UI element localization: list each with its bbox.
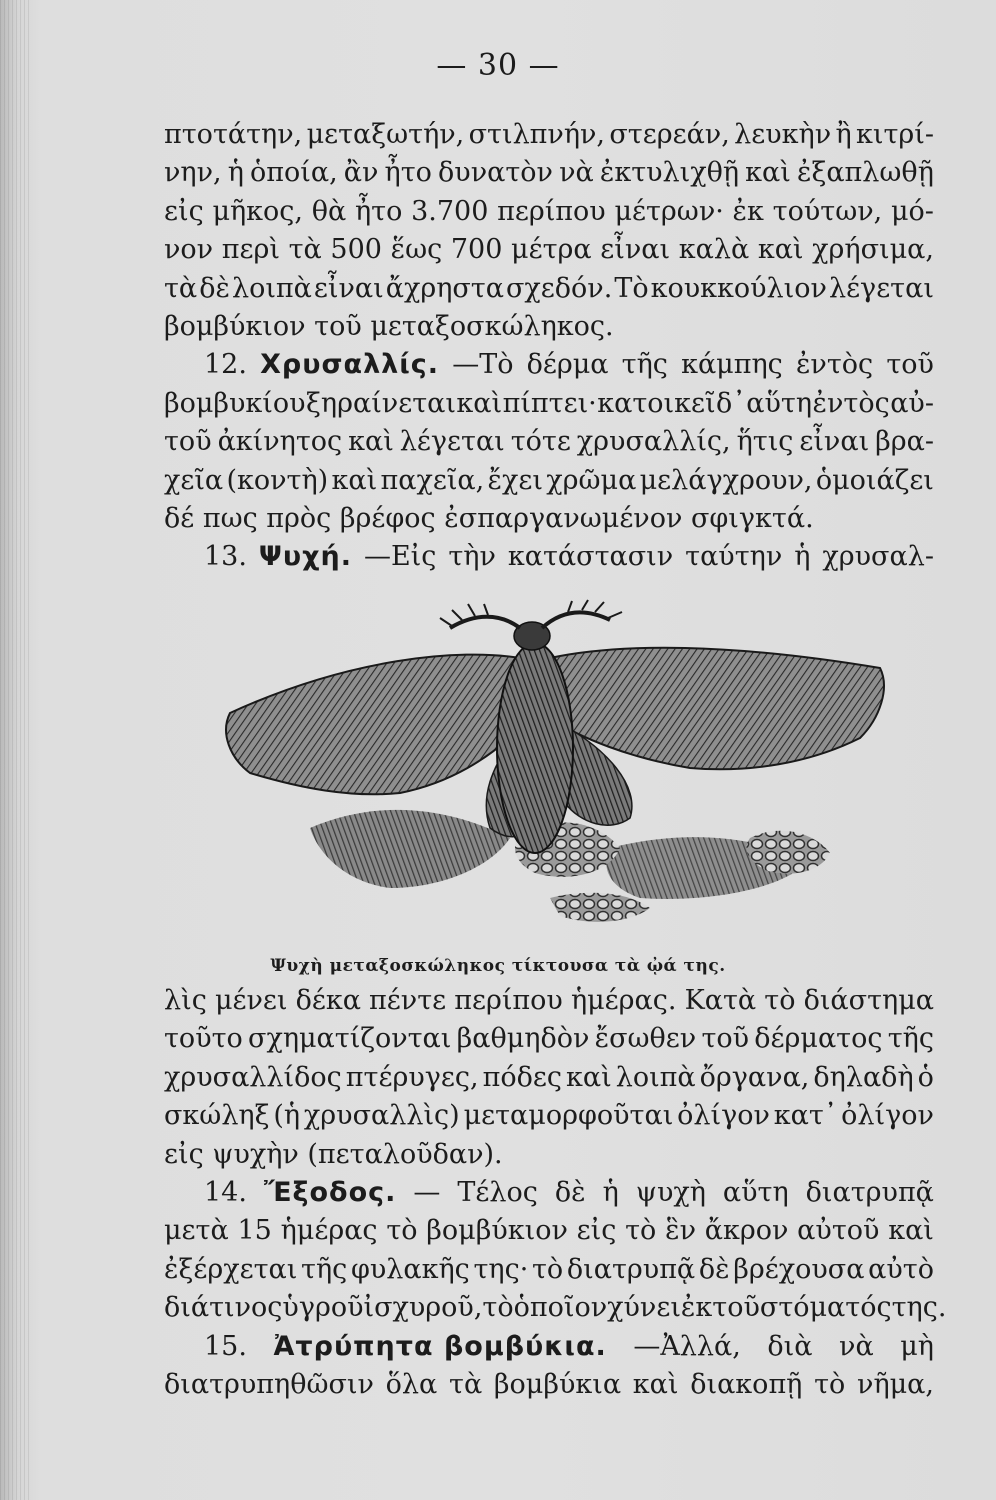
section-14-text: ψυχὴ	[635, 1176, 706, 1208]
word: αὕτη	[746, 387, 813, 419]
word: της.	[891, 1292, 947, 1324]
word: μέτρα	[511, 234, 592, 266]
word: Τὸ	[614, 272, 649, 304]
word: νὰ	[559, 157, 594, 189]
text-line	[164, 1212, 934, 1250]
word: κατ᾽	[773, 1100, 838, 1132]
word: της·	[473, 1253, 529, 1285]
word: κιτρί-	[856, 119, 934, 150]
word: ὑγροῦ	[282, 1292, 364, 1324]
word: εἶναι	[313, 272, 384, 304]
word: στόματός	[759, 1292, 892, 1324]
word: καὶ	[331, 464, 378, 496]
silk-moth-illustration	[190, 598, 910, 948]
text-line	[164, 231, 934, 269]
section-15-heading: Ἀτρύπητα βομβύκια.	[273, 1330, 607, 1362]
word: σχηματίζονται	[248, 1023, 452, 1055]
word: κατοικεῖ	[597, 387, 716, 419]
word: ξηραίνεται	[306, 387, 456, 419]
word: δέκα	[295, 985, 361, 1016]
word: καὶ	[348, 426, 394, 458]
word: χρυσαλλὶς)	[303, 1100, 460, 1132]
section-15-text: νὰ	[839, 1330, 874, 1362]
word: τὰ	[288, 234, 322, 266]
section-14-paragraph	[164, 1212, 947, 1327]
section-13-heading-line	[164, 538, 934, 576]
word: τοῦ	[701, 1023, 750, 1055]
text-line	[164, 1136, 934, 1174]
word: λοιπὰ	[231, 272, 312, 304]
word: αὐτοῦ	[797, 1215, 880, 1247]
word: ὁποία,	[250, 157, 338, 189]
section-14-text: διατρυπᾷ	[805, 1176, 934, 1208]
word: πίπτει·	[502, 387, 597, 419]
word: ἐκτυλιχθῇ	[599, 157, 740, 189]
word: ἄχρηστα	[385, 272, 504, 304]
text-line	[164, 982, 934, 1020]
word: χύνει	[607, 1292, 681, 1324]
section-12-text: τοῦ	[886, 349, 934, 381]
page-edge	[0, 0, 30, 1500]
word: τοῦ	[164, 426, 212, 458]
word: βομβυκίου	[164, 387, 306, 419]
text-line	[164, 308, 934, 346]
section-14-heading-line	[164, 1174, 934, 1212]
word: τῆς	[301, 1253, 348, 1285]
word: ἔχει	[487, 464, 543, 496]
word: βρέχουσα	[733, 1253, 865, 1285]
text-line	[164, 270, 934, 308]
word: περὶ	[221, 234, 280, 266]
word: νον	[164, 234, 214, 266]
word: δυνατὸν	[438, 157, 553, 189]
word: στερεάν,	[609, 119, 730, 150]
word: τοῦ	[712, 1292, 760, 1324]
word: βομβύκιον τοῦ μεταξοσκώληκος.	[164, 310, 614, 342]
word: παχεῖα,	[380, 464, 485, 496]
word: στιλπνήν,	[468, 119, 606, 150]
word: λέγεται	[828, 272, 934, 304]
section-14-heading: Ἔξοδος.	[263, 1176, 397, 1208]
word: διακοπῇ	[690, 1368, 803, 1400]
word: 500	[330, 234, 382, 266]
word: ὀλίγον	[677, 1100, 770, 1132]
section-14-text: δὲ	[554, 1176, 586, 1208]
word: καὶ	[456, 387, 503, 419]
word: 700	[450, 234, 503, 266]
section-13-text: τὴν	[448, 541, 496, 573]
word: νῆμα,	[857, 1368, 934, 1400]
text-line	[164, 1251, 934, 1289]
word: βρα-	[875, 426, 934, 458]
word: φυλακῆς	[350, 1253, 470, 1285]
word: λοιπὰ	[615, 1061, 696, 1093]
word: διά	[164, 1292, 210, 1324]
word: καλὰ	[678, 234, 750, 266]
word: χεῖα	[164, 464, 224, 496]
word: μεταμορφοῦται	[463, 1100, 674, 1132]
text-line	[164, 1020, 934, 1058]
text-line	[164, 1289, 947, 1327]
word: ἕως	[390, 234, 443, 266]
word: θὰ	[311, 195, 347, 227]
section-13-number: 13.	[204, 541, 247, 573]
section-14-number: 14.	[204, 1176, 247, 1208]
word: ἦτο	[384, 157, 432, 189]
bottom-paragraph	[164, 982, 934, 1174]
word: ἄκρον	[704, 1215, 789, 1247]
figure-caption: Ψυχὴ μεταξοσκώληκος τίκτουσα τὰ ᾠά της.	[270, 956, 726, 976]
word: τῆς	[887, 1023, 934, 1055]
word: μένει	[214, 985, 288, 1016]
word: δέρματος	[754, 1023, 883, 1055]
word: ὅλα	[385, 1368, 438, 1400]
section-12-text: κάμπης	[681, 349, 783, 381]
word: μεταξωτήν,	[306, 119, 465, 150]
section-13-heading: Ψυχή.	[258, 541, 352, 573]
word: δέ πως πρὸς βρέφος ἐσπαργανωμένον σφιγκτά.	[164, 502, 814, 534]
word: καὶ	[565, 1061, 612, 1093]
section-12-heading-line	[164, 346, 934, 384]
word: δὲ	[698, 1253, 730, 1285]
word: περίπου	[454, 985, 563, 1016]
word: τὸ	[386, 1215, 418, 1247]
section-12-text: ἐντὸς	[795, 349, 874, 381]
word: ἐξαπλωθῇ	[796, 157, 934, 189]
section-12-text: —Τὸ	[452, 349, 514, 381]
word: διατρυπᾷ	[566, 1253, 696, 1285]
word: ἡ	[227, 157, 244, 189]
word: σχεδόν.	[506, 272, 613, 304]
word: δὲ	[199, 272, 230, 304]
section-15-number: 15.	[204, 1330, 247, 1362]
word: καὶ	[745, 157, 791, 189]
word: τὸ	[814, 1368, 846, 1400]
section-14-text: —	[413, 1176, 441, 1208]
word: ἐξέρχεται	[164, 1253, 298, 1285]
word: ἂν	[343, 157, 379, 189]
word: κουκκούλιον	[650, 272, 827, 304]
section-13-text: κατάστασιν	[507, 541, 674, 573]
section-14-text: ἡ	[602, 1176, 619, 1208]
word: δηλαδὴ	[813, 1061, 914, 1093]
word: τὰ	[449, 1368, 483, 1400]
word: (ἡ	[273, 1100, 301, 1132]
word: μετὰ	[164, 1215, 229, 1247]
word: ὄργανα,	[699, 1061, 810, 1093]
section-14-text: Τέλος	[457, 1176, 538, 1208]
word: διάστημα	[803, 985, 934, 1016]
word: περίπου	[497, 195, 606, 227]
section-13-text: χρυσαλ-	[822, 541, 934, 573]
word: εἰς ψυχὴν (πεταλοῦδαν).	[164, 1138, 503, 1170]
word: λέγεται	[399, 426, 505, 458]
word: ἔσωθεν	[594, 1023, 697, 1055]
word: σκώληξ	[164, 1100, 270, 1132]
word: ἀκίνητος	[217, 426, 343, 458]
word: καὶ	[757, 234, 804, 266]
word: τότε	[510, 426, 571, 458]
word: μέτρων·	[614, 195, 724, 227]
section-15-text: —Ἀλλά,	[633, 1330, 741, 1362]
word: ἰσχυροῦ,	[363, 1292, 483, 1324]
text-line	[164, 116, 934, 154]
text-line	[164, 423, 934, 461]
word: χρῶμα	[546, 464, 637, 496]
word: μῆκος,	[212, 195, 303, 227]
word: πτοτάτην,	[164, 119, 303, 150]
text-line	[164, 1097, 934, 1135]
word: μελάγχρουν,	[639, 464, 813, 496]
word: τινος	[209, 1292, 283, 1324]
section-15-text: διὰ	[767, 1330, 813, 1362]
word: λὶς	[164, 985, 207, 1016]
text-line	[164, 193, 934, 231]
word: ἐκ	[680, 1292, 713, 1324]
section-15-text: μὴ	[900, 1330, 934, 1362]
text-line	[164, 462, 934, 500]
page-number: — 30 —	[436, 48, 560, 83]
word: ὁποῖον	[513, 1292, 608, 1324]
top-paragraph	[164, 116, 934, 346]
word: λευκὴν	[734, 119, 832, 150]
word: βομβύκια	[493, 1368, 622, 1400]
word: τοῦτο	[164, 1023, 243, 1055]
word: καὶ	[632, 1368, 679, 1400]
word: καὶ	[888, 1215, 934, 1247]
text-block-bottom	[164, 982, 947, 1404]
word: τὸ	[764, 985, 796, 1016]
word: χρυσαλλίς,	[576, 426, 731, 458]
text-line	[164, 154, 934, 192]
word: χρυσαλλίδος	[164, 1061, 342, 1093]
word: τὸ	[625, 1215, 657, 1247]
section-13-text: ταύτην	[685, 541, 783, 573]
section-13-text: ἡ	[794, 541, 811, 573]
word: τούτων,	[772, 195, 883, 227]
word: αὐ-	[890, 387, 934, 419]
section-12-heading: Χρυσαλλίς.	[260, 349, 440, 381]
word: ἓν	[665, 1215, 696, 1247]
section-13-text: —Εἰς	[363, 541, 437, 573]
section-12-text: δέρμα	[526, 349, 609, 381]
word: χρήσιμα,	[812, 234, 934, 266]
word: πέντε	[369, 985, 447, 1016]
word: τὸ	[482, 1292, 514, 1324]
text-line	[164, 1366, 934, 1404]
word: ἐντὸς	[812, 387, 890, 419]
word: βαθμηδὸν	[456, 1023, 590, 1055]
word: εἰς	[576, 1215, 617, 1247]
section-12-number: 12.	[204, 349, 247, 381]
word: εἰς	[164, 195, 204, 227]
word: μό-	[890, 195, 934, 227]
word: 3.700	[411, 195, 489, 227]
word: εἶναι	[799, 426, 870, 458]
word: αὐτὸ	[868, 1253, 934, 1285]
word: ὁ	[917, 1061, 934, 1093]
section-15-heading-line	[164, 1328, 934, 1366]
word: (κοντὴ)	[226, 464, 329, 496]
word: τὸ	[532, 1253, 564, 1285]
text-block-top	[164, 116, 934, 577]
section-14-text: αὕτη	[722, 1176, 789, 1208]
section-12-paragraph	[164, 385, 934, 539]
word: νην,	[164, 157, 222, 189]
section-15-paragraph	[164, 1366, 934, 1404]
word: ἡμέρας	[280, 1215, 378, 1247]
word: εἶναι	[600, 234, 671, 266]
word: ὀλίγον	[841, 1100, 934, 1132]
word: ἡμέρας.	[570, 985, 677, 1016]
word: ἐκ	[732, 195, 764, 227]
word: ἦτο	[354, 195, 403, 227]
word: Κατὰ	[684, 985, 757, 1016]
text-line	[164, 1059, 934, 1097]
text-line	[164, 500, 934, 538]
word: 15	[237, 1215, 272, 1247]
word: πτέρυγες,	[345, 1061, 479, 1093]
word: ἢ	[835, 119, 852, 150]
text-line	[164, 385, 934, 423]
word: δ᾽	[716, 387, 746, 419]
word: διατρυπηθῶσιν	[164, 1368, 374, 1400]
word: βομβύκιον	[426, 1215, 568, 1247]
word: τὰ	[164, 272, 198, 304]
word: ὁμοιάζει	[815, 464, 934, 496]
word: πόδες	[482, 1061, 562, 1093]
section-12-text: τῆς	[621, 349, 668, 381]
word: ἥτις	[736, 426, 794, 458]
